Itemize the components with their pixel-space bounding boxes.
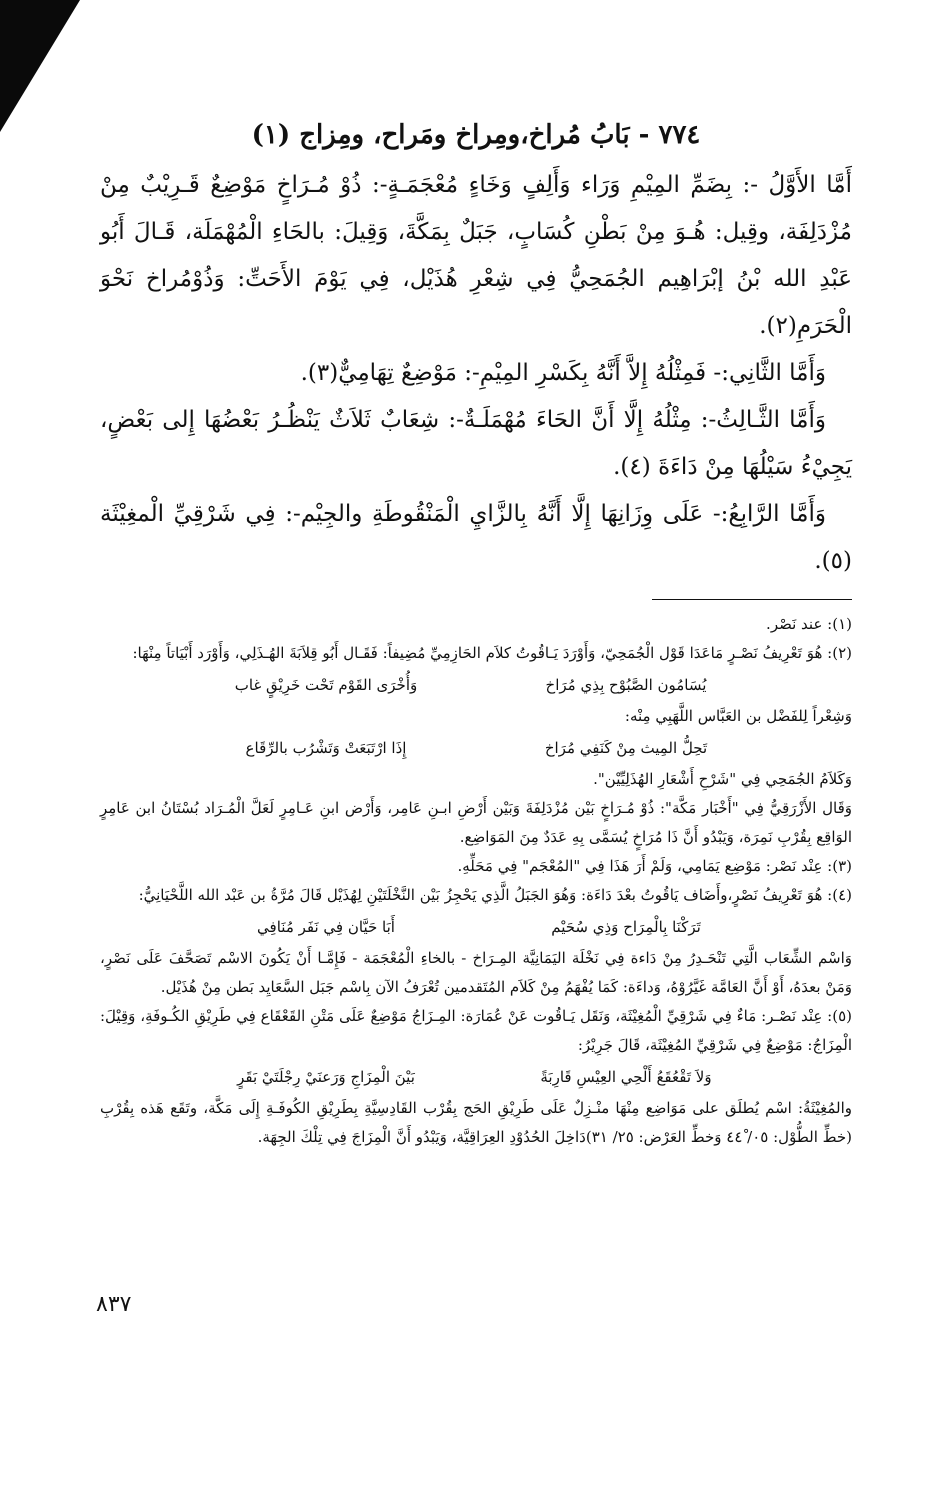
paragraph-third: وَأَمَّا الثَّـالِثُ-: مِثْلُهُ إِلَّا أَنَّ الحَاءَ مُهْمَلَـةٌ-: شِعَابٌ ثَلاَثٌ يَنْظُـرُ بَعْضُهَا إِلى بَعْضٍ، يَجِيْءُ سَيْلُهَا مِنْ دَاءَةَ (٤). — [100, 407, 852, 480]
footnote-text: (٣): عِنْد نَصْر: مَوْضِع يَمَامِي، وَلَمْ أَرَ هَذَا فِي "المُعْجَم" فِي مَحَلِّهِ. — [457, 857, 852, 875]
footnote-text: (١): عند نَصْر. — [766, 615, 852, 633]
verse-hemistich: إِذَا ارْتَبَعَتْ وَتَشْرُب بالرِّقَاع — [245, 739, 407, 757]
footnotes — [100, 610, 852, 1152]
paragraph-first: أَمَّا الأَوَّلُ -: بِضَمِّ المِيْمِ وَرَاء وَأَلِفٍ وَخَاءٍ مُعْجَمَـةٍ-: ذُوْ مُـرَاخٍ مَوْضِعٌ قَـرِيْبٌ مِنْ مُزْدَلِفَة، وقِيل: هُـوَ مِنْ بَطْنِ كُسَابٍ، جَبَلٌ بِمَكَّةَ، وَقِيلَ: بالحَاءِ الْمُهْمَلَة، قَـالَ أَبُو عَبْدِ الله بْنُ إبْرَاهِيم الجُمَحِيُّ فِي شِعْرِ هُذَيْل، فِي يَوْمَ الأَحَتِّ: وَذُوْمُراخ نَحْوَ الْحَرَمِ(٢). — [100, 172, 852, 339]
footnote-text: وَقَال الأَزْرَقِيُّ فِي "أَخْبَار مَكَّة": ذُوْ مُـرَاخٍ بَيْن مُزْدَلِفَةَ وَبَيْن أَرْضِ ابـنِ عَامِر، وَأَرْض ابنِ عَـامِرٍ لَعَلَّ الْمُـرَاد بُسْتَانُ ابن عَامِرٍ الوَاقِع بِقُرْبِ نَمِرَة، وَيَبْدُو أَنَّ ذَا مُرَاخٍ يُسَمَّى بِهِ عَدَدٌ مِنَ المَوَاضِع. — [100, 799, 852, 846]
main-text — [100, 162, 852, 585]
footnote-text: وَاسْم الشِّعَاب الَّتِي تَنْحَـدِرُ مِنْ دَاءة فِي نَخْلَة اليَمَانِيَّة المِـرَاخ - بالخاءِ الْمُعْجَمَة - فَإِمَّـا أَنْ يَكُونَ الاسْم تَصَحَّفَ عَلَى نَصْرٍ، وَمَنْ بعدَهُ، أَوْ أَنَّ العَامَّة غَيَّرُوْهُ، وَداءَة: كَمَا يُفْهَمُ مِنْ كَلاَم المُتَقدمين تُعْرَفُ الآن بِاسْم جَبَل السَّعَايِد بَطن مِنْ هُذَيْل. — [100, 949, 852, 996]
page-content — [100, 120, 852, 1152]
verse-hemistich: تَحِلُّ المِيث مِنْ كَنَفِي مُرَاخ — [544, 739, 708, 757]
footnote-text: (٢): هُوَ تَعْرِيفُ نَصْـرٍ مَاعَدَا قَوْل الْجُمَحِيّ، وَأَوْرَدَ يَـاقُوتُ كلاَم الحَازِمِيِّ مُضِيفاً: فَقَـال أَبُو قِلاَبَةَ الهُـذَلِي، وَأَوْرَد أَبْيَاتاً مِنْهَا: — [132, 644, 852, 662]
page-number: ٨٣٧ — [96, 1292, 132, 1317]
verse-hemistich: تَرَكْنَا بِالْمِرَاح وَذِي سُحَيْم — [551, 918, 701, 936]
paragraph-fourth: وَأَمَّا الرَّابِعُ:- عَلَى وِزَانِهَا إِلَّا أَنَّهُ بِالزَّايِ الْمَنْقُوطَةِ والجِيْم-: فِي شَرْقِيِّ الْمغِيْثَة (٥). — [100, 501, 852, 574]
chapter-title: ٧٧٤ - بَابُ مُراخ،ومِراخ ومَراح، ومِزاج (١) — [251, 120, 701, 150]
corner-mark — [0, 0, 80, 132]
footnote-verse — [100, 910, 852, 944]
footnote-divider — [652, 599, 852, 600]
footnote-text: (٤): هُوَ تَعْرِيفُ نَصْرٍ،وأَضَاف يَاقُوتُ بعْدَ دَاءَة: وَهُوَ الجَبَلُ الَّذِي يَحْجِزُ بَيْن النَّخْلَتَيْنِ لِهُذَيْل قَالَ مُرَّةُ بن عَبْد الله اللَّحْيَانِيُّ: — [138, 886, 852, 904]
footnote-text: وَكَلاَمُ الجُمَحِي فِي "شَرْحِ أَشْعَارِ الهُذَلِيِّيْن". — [593, 770, 852, 788]
verse-hemistich: وَأُخْرَى القَوْم تَحْت خَرِيْقٍ غاب — [234, 676, 418, 694]
paragraph-second: وَأَمَّا الثَّانِي:- فَمِثْلُهُ إِلاَّ أَنَّهُ بِكَسْرِ المِيْمِ-: مَوْضِعٌ تِهَامِيٌّ(٣). — [300, 360, 826, 386]
verse-hemistich: يُسَامُون الصَّبُوْح بِذِي مُرَاخ — [545, 676, 707, 694]
footnote-text: والمُغِيْثَةُ: اسْم يُطلَق على مَوَاضِع مِنْهَا منْـزِلٌ عَلَى طَرِيْقِ الحَج بِقُرْب القَادِسِيَّةِ بِطَرِيْقِ الكُوفَـةِ إِلَى مَكَّة، وتَقَع هَذه بِقُرْبِ (خطِّ الطُّوْل: ٠٥/ ٤٤ْ وَخطِّ العَرْض: ٢٥/ ٣١)دَاخِلَ الحُدُوْدِ العِرَاقِيَّة، وَيَبْدُو أَنَّ الْمِزَاجَ فِي تِلْكَ الجِهَة. — [100, 1099, 852, 1146]
footnote-text: وَشِعْراً لِلفَضْل بن العَبَّاس اللَّهَبِي مِنْه: — [624, 707, 852, 725]
footnote-text: (٥): عِنْد نَصْـر: مَاءٌ فِي شَرْقِيِّ الْمُغِيْثَة، وَنَقَل يَـاقُوت عَنْ عُمَارَة: المِـزَاجُ مَوْضِعٌ عَلَى مَتْنِ القَعْقَاع فِي طَرِيْقِ الكُـوفَةِ، وَقِيْلَ: الْمِزَاجُ: مَوْضِعٌ فِي شَرْقِيِّ المُغِيْثَة، قَالَ جَرِيْرُ: — [100, 1007, 852, 1054]
footnote-verse — [100, 731, 852, 765]
footnote-verse — [100, 668, 852, 702]
verse-hemistich: وَلاَ تَقْعُقَعُ أَلْحِي العِيْسِ قَارِبَةً — [540, 1068, 712, 1086]
verse-hemistich: أَبَا حَيَّان فِي نَفَر مُنَافِي — [257, 918, 395, 936]
verse-hemistich: بَيْنَ الْمِزَاجِ وَرَعنَيْ رِجْلَتَيْ بَقَرٍ — [237, 1068, 415, 1086]
footnote-verse — [100, 1060, 852, 1094]
